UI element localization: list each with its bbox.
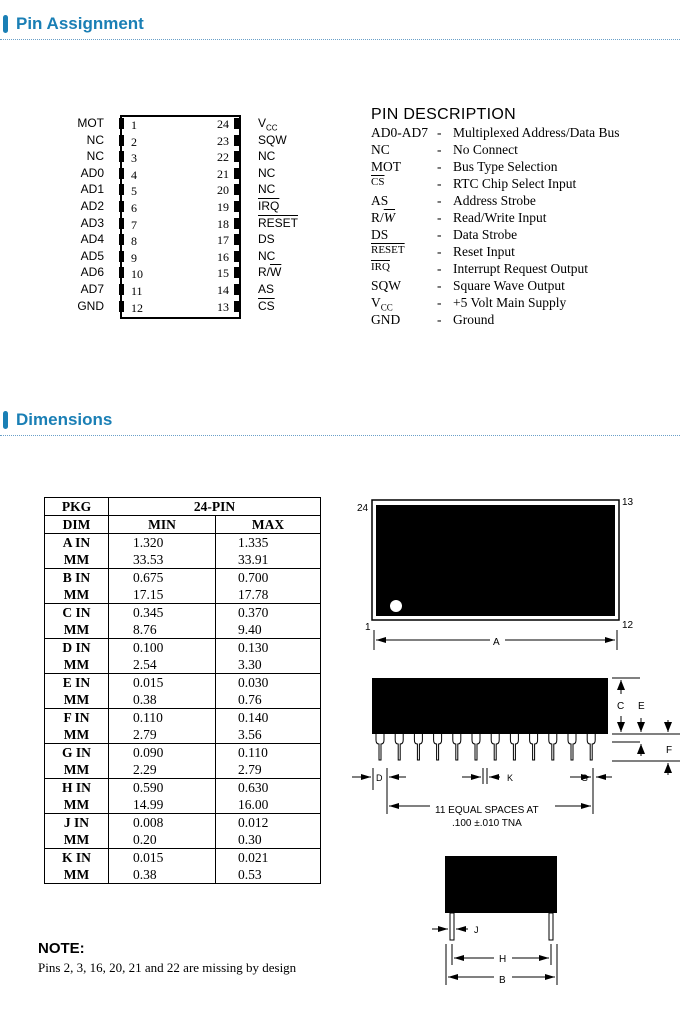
pin-right-label: $\overline{CS}$ bbox=[258, 298, 275, 313]
signal-name: $\overline{CS}$ bbox=[371, 176, 385, 188]
dim-in-max: 0.012 bbox=[216, 814, 321, 832]
dim-mm-min: 2.29 bbox=[109, 761, 216, 779]
signal-name: $V_{CC}$ bbox=[371, 295, 393, 313]
dim-in-max: 0.030 bbox=[216, 674, 321, 692]
section-title: Dimensions bbox=[16, 410, 113, 429]
dim-in-min: 0.675 bbox=[109, 569, 216, 587]
pin-right-label: NC bbox=[258, 165, 276, 180]
dim-mm-label: MM bbox=[45, 761, 109, 779]
dim-mm-min: 2.54 bbox=[109, 656, 216, 674]
signal-name: $\overline{IRQ}$ bbox=[371, 261, 390, 273]
signal-description: Reset Input bbox=[453, 244, 515, 259]
pin1-dot-icon bbox=[390, 600, 402, 612]
dim-mm-min: 0.38 bbox=[109, 866, 216, 884]
pin-right-label: NC bbox=[258, 248, 276, 263]
dim-mm-min: 0.38 bbox=[109, 691, 216, 709]
pin-number: 9 bbox=[131, 250, 137, 265]
pin-number: 19 bbox=[217, 200, 229, 214]
top-pin13-label: 13 bbox=[622, 497, 634, 508]
end-view bbox=[432, 856, 557, 986]
pin-number: 8 bbox=[131, 234, 137, 249]
separator-dash: - bbox=[437, 176, 442, 191]
lead-pin bbox=[530, 734, 538, 760]
dim-in-label: B IN bbox=[45, 569, 109, 587]
header-min: MIN bbox=[109, 516, 216, 534]
lead-pin bbox=[472, 734, 480, 760]
pin-left-label: AD0 bbox=[80, 165, 104, 180]
lead-pin bbox=[453, 734, 461, 760]
dim-k-label: K bbox=[507, 773, 514, 783]
dim-in-max: 0.140 bbox=[216, 709, 321, 727]
header-24-pin: 24-PIN bbox=[109, 498, 321, 516]
top-pin24-label: 24 bbox=[357, 503, 369, 514]
dim-mm-max: 0.53 bbox=[216, 866, 321, 884]
pin-right-label: SQW bbox=[258, 132, 287, 147]
pin-number: 7 bbox=[131, 217, 137, 232]
separator-dash: - bbox=[437, 142, 442, 157]
side-view-body bbox=[372, 678, 608, 734]
dim-h-label: H bbox=[499, 954, 507, 965]
signal-description: No Connect bbox=[453, 142, 518, 157]
dim-in-label: C IN bbox=[45, 604, 109, 622]
dim-mm-max: 9.40 bbox=[216, 621, 321, 639]
separator-dash: - bbox=[437, 125, 442, 140]
pin-left-label: AD2 bbox=[80, 199, 104, 213]
header-dim: DIM bbox=[45, 516, 109, 534]
pin-right-label: DS bbox=[258, 232, 275, 247]
dim-in-label: E IN bbox=[45, 674, 109, 692]
dim-mm-min: 0.20 bbox=[109, 831, 216, 849]
pin-left-label: AD7 bbox=[80, 282, 104, 296]
dim-in-label: D IN bbox=[45, 639, 109, 657]
end-view-body bbox=[445, 856, 557, 913]
dim-in-label: G IN bbox=[45, 744, 109, 762]
dim-in-min: 0.345 bbox=[109, 604, 216, 622]
note-title: NOTE: bbox=[38, 940, 85, 957]
signal-description: Data Strobe bbox=[453, 227, 518, 242]
dim-mm-label: MM bbox=[45, 796, 109, 814]
signal-description: Read/Write Input bbox=[453, 210, 547, 225]
dim-in-max: 0.021 bbox=[216, 849, 321, 867]
separator-dash: - bbox=[437, 227, 442, 242]
pin-number: 24 bbox=[217, 117, 229, 131]
dim-d-label: D bbox=[376, 773, 383, 783]
signal-name: GND bbox=[371, 312, 401, 327]
dim-mm-min: 8.76 bbox=[109, 621, 216, 639]
signal-description: Ground bbox=[453, 312, 495, 327]
pin-number: 13 bbox=[217, 299, 229, 314]
pin-right-label: $\overline{IRQ}$ bbox=[258, 199, 280, 213]
pin-left-label: AD5 bbox=[80, 248, 104, 263]
pin-right-label: $R/\overline{W}$ bbox=[258, 265, 282, 280]
dim-in-label: J IN bbox=[45, 814, 109, 832]
lead-pin bbox=[414, 734, 422, 760]
pin-number: 15 bbox=[217, 266, 229, 281]
pin-right-label: RESET bbox=[258, 215, 299, 230]
signal-description: RTC Chip Select Input bbox=[453, 176, 577, 191]
lead-pin bbox=[395, 734, 403, 760]
dim-c-label: C bbox=[617, 701, 625, 712]
pin-number: 23 bbox=[217, 133, 229, 148]
dim-mm-label: MM bbox=[45, 586, 109, 604]
lead-pin bbox=[568, 734, 576, 760]
dim-in-min: 0.590 bbox=[109, 779, 216, 797]
pin-left-label: MOT bbox=[77, 116, 104, 130]
dim-g-label: G bbox=[581, 773, 589, 783]
separator-dash: - bbox=[437, 244, 442, 259]
dim-mm-label: MM bbox=[45, 691, 109, 709]
signal-name: MOT bbox=[371, 159, 401, 174]
dim-mm-label: MM bbox=[45, 551, 109, 569]
signal-name: $R/\overline{W}$ bbox=[371, 210, 396, 225]
pin-number: 5 bbox=[131, 184, 137, 199]
pin-number: 21 bbox=[217, 166, 229, 181]
dim-mm-label: MM bbox=[45, 831, 109, 849]
pin-number: 22 bbox=[217, 150, 229, 165]
dim-j-label: J bbox=[474, 925, 479, 935]
side-view bbox=[352, 678, 680, 829]
lead-pin bbox=[434, 734, 442, 760]
pin-number: 18 bbox=[217, 216, 229, 231]
pin-label-main: V bbox=[258, 116, 267, 130]
dim-in-min: 0.015 bbox=[109, 849, 216, 867]
dim-in-max: 0.630 bbox=[216, 779, 321, 797]
dim-in-max: 0.370 bbox=[216, 604, 321, 622]
pin-number: 12 bbox=[131, 300, 143, 315]
dim-in-min: 0.015 bbox=[109, 674, 216, 692]
pin-label-sub: CC bbox=[266, 123, 278, 133]
dim-mm-min: 14.99 bbox=[109, 796, 216, 814]
dim-in-label: F IN bbox=[45, 709, 109, 727]
signal-description: Bus Type Selection bbox=[453, 159, 558, 174]
dim-in-label: H IN bbox=[45, 779, 109, 797]
signal-description: Interrupt Request Output bbox=[453, 261, 588, 276]
pin-number: 6 bbox=[131, 201, 137, 215]
spacing-label-line2: .100 ±.010 TNA bbox=[452, 818, 522, 829]
signal-name: NC bbox=[371, 142, 390, 157]
pin-number: 14 bbox=[217, 283, 229, 297]
dim-mm-min: 17.15 bbox=[109, 586, 216, 604]
pin-number: 1 bbox=[131, 118, 137, 132]
dim-b-label: B bbox=[499, 975, 506, 986]
separator-dash: - bbox=[437, 278, 442, 293]
signal-name: DS bbox=[371, 227, 389, 242]
top-pin1-label: 1 bbox=[365, 622, 371, 633]
dim-in-min: 0.090 bbox=[109, 744, 216, 762]
lead-pin bbox=[587, 734, 595, 760]
dim-mm-max: 17.78 bbox=[216, 586, 321, 604]
dim-in-min: 0.110 bbox=[109, 709, 216, 727]
top-view bbox=[357, 497, 634, 650]
header-pkg: PKG bbox=[45, 498, 109, 516]
side-view-pins bbox=[376, 734, 595, 760]
pin-right-label: AS bbox=[258, 282, 275, 296]
signal-description: Multiplexed Address/Data Bus bbox=[453, 125, 620, 140]
pin-number: 2 bbox=[131, 134, 137, 149]
dim-mm-label: MM bbox=[45, 656, 109, 674]
pin-left-label: AD1 bbox=[80, 182, 104, 197]
top-view-body bbox=[376, 505, 615, 616]
separator-dash: - bbox=[437, 312, 442, 327]
dim-in-label: A IN bbox=[45, 534, 109, 552]
lead-pin bbox=[491, 734, 499, 760]
dim-in-max: 0.700 bbox=[216, 569, 321, 587]
dim-mm-min: 33.53 bbox=[109, 551, 216, 569]
dim-f-label: F bbox=[666, 745, 673, 756]
signal-description: +5 Volt Main Supply bbox=[453, 295, 567, 310]
dim-mm-label: MM bbox=[45, 866, 109, 884]
signal-name: AD0-AD7 bbox=[371, 125, 428, 140]
pin-number: 4 bbox=[131, 167, 137, 182]
signal-description: Square Wave Output bbox=[453, 278, 565, 293]
dim-mm-min: 2.79 bbox=[109, 726, 216, 744]
dim-mm-label: MM bbox=[45, 726, 109, 744]
pin-number: 11 bbox=[131, 284, 143, 298]
dim-mm-label: MM bbox=[45, 621, 109, 639]
pin-number: 10 bbox=[131, 267, 143, 282]
lead-pin bbox=[510, 734, 518, 760]
dim-mm-max: 0.76 bbox=[216, 691, 321, 709]
separator-dash: - bbox=[437, 210, 442, 225]
pin-right-label: NC bbox=[258, 182, 276, 197]
pin-number: 16 bbox=[217, 249, 229, 264]
dim-in-min: 0.008 bbox=[109, 814, 216, 832]
dim-mm-max: 2.79 bbox=[216, 761, 321, 779]
pin-left-label: NC bbox=[86, 132, 104, 147]
note-text: Pins 2, 3, 16, 20, 21 and 22 are missing by design bbox=[38, 960, 297, 975]
dim-e-label: E bbox=[638, 701, 645, 712]
separator-dash: - bbox=[437, 193, 442, 208]
dim-in-max: 1.335 bbox=[216, 534, 321, 552]
lead-pin bbox=[376, 734, 384, 760]
pin-number: 17 bbox=[217, 233, 229, 248]
dim-mm-max: 16.00 bbox=[216, 796, 321, 814]
pin-right-label: NC bbox=[258, 149, 276, 164]
pin-left-label: AD3 bbox=[80, 215, 104, 230]
section-title: Pin Assignment bbox=[16, 14, 144, 33]
pin-left-label: AD4 bbox=[80, 232, 104, 247]
signal-description: Address Strobe bbox=[453, 193, 536, 208]
dim-mm-max: 3.56 bbox=[216, 726, 321, 744]
dim-in-label: K IN bbox=[45, 849, 109, 867]
separator-dash: - bbox=[437, 295, 442, 310]
dim-mm-max: 3.30 bbox=[216, 656, 321, 674]
separator-dash: - bbox=[437, 159, 442, 174]
separator-dash: - bbox=[437, 261, 442, 276]
dim-in-max: 0.130 bbox=[216, 639, 321, 657]
pin-description-title: PIN DESCRIPTION bbox=[371, 106, 516, 123]
lead-pin bbox=[549, 734, 557, 760]
dim-in-min: 0.100 bbox=[109, 639, 216, 657]
top-pin12-label: 12 bbox=[622, 620, 634, 631]
signal-name: AS bbox=[371, 193, 389, 208]
pin-left-label: AD6 bbox=[80, 265, 104, 280]
signal-name: SQW bbox=[371, 278, 401, 293]
pin-number: 3 bbox=[131, 151, 137, 166]
header-max: MAX bbox=[216, 516, 321, 534]
spacing-label-line1: 11 EQUAL SPACES AT bbox=[435, 805, 539, 816]
pin-number: 20 bbox=[217, 183, 229, 198]
dim-mm-max: 33.91 bbox=[216, 551, 321, 569]
dim-mm-max: 0.30 bbox=[216, 831, 321, 849]
dim-in-min: 1.320 bbox=[109, 534, 216, 552]
pin-left-label: NC bbox=[86, 149, 104, 164]
dim-in-max: 0.110 bbox=[216, 744, 321, 762]
dim-a-label: A bbox=[493, 637, 500, 648]
signal-name: RESET bbox=[371, 244, 405, 256]
pin-left-label: GND bbox=[77, 298, 104, 313]
